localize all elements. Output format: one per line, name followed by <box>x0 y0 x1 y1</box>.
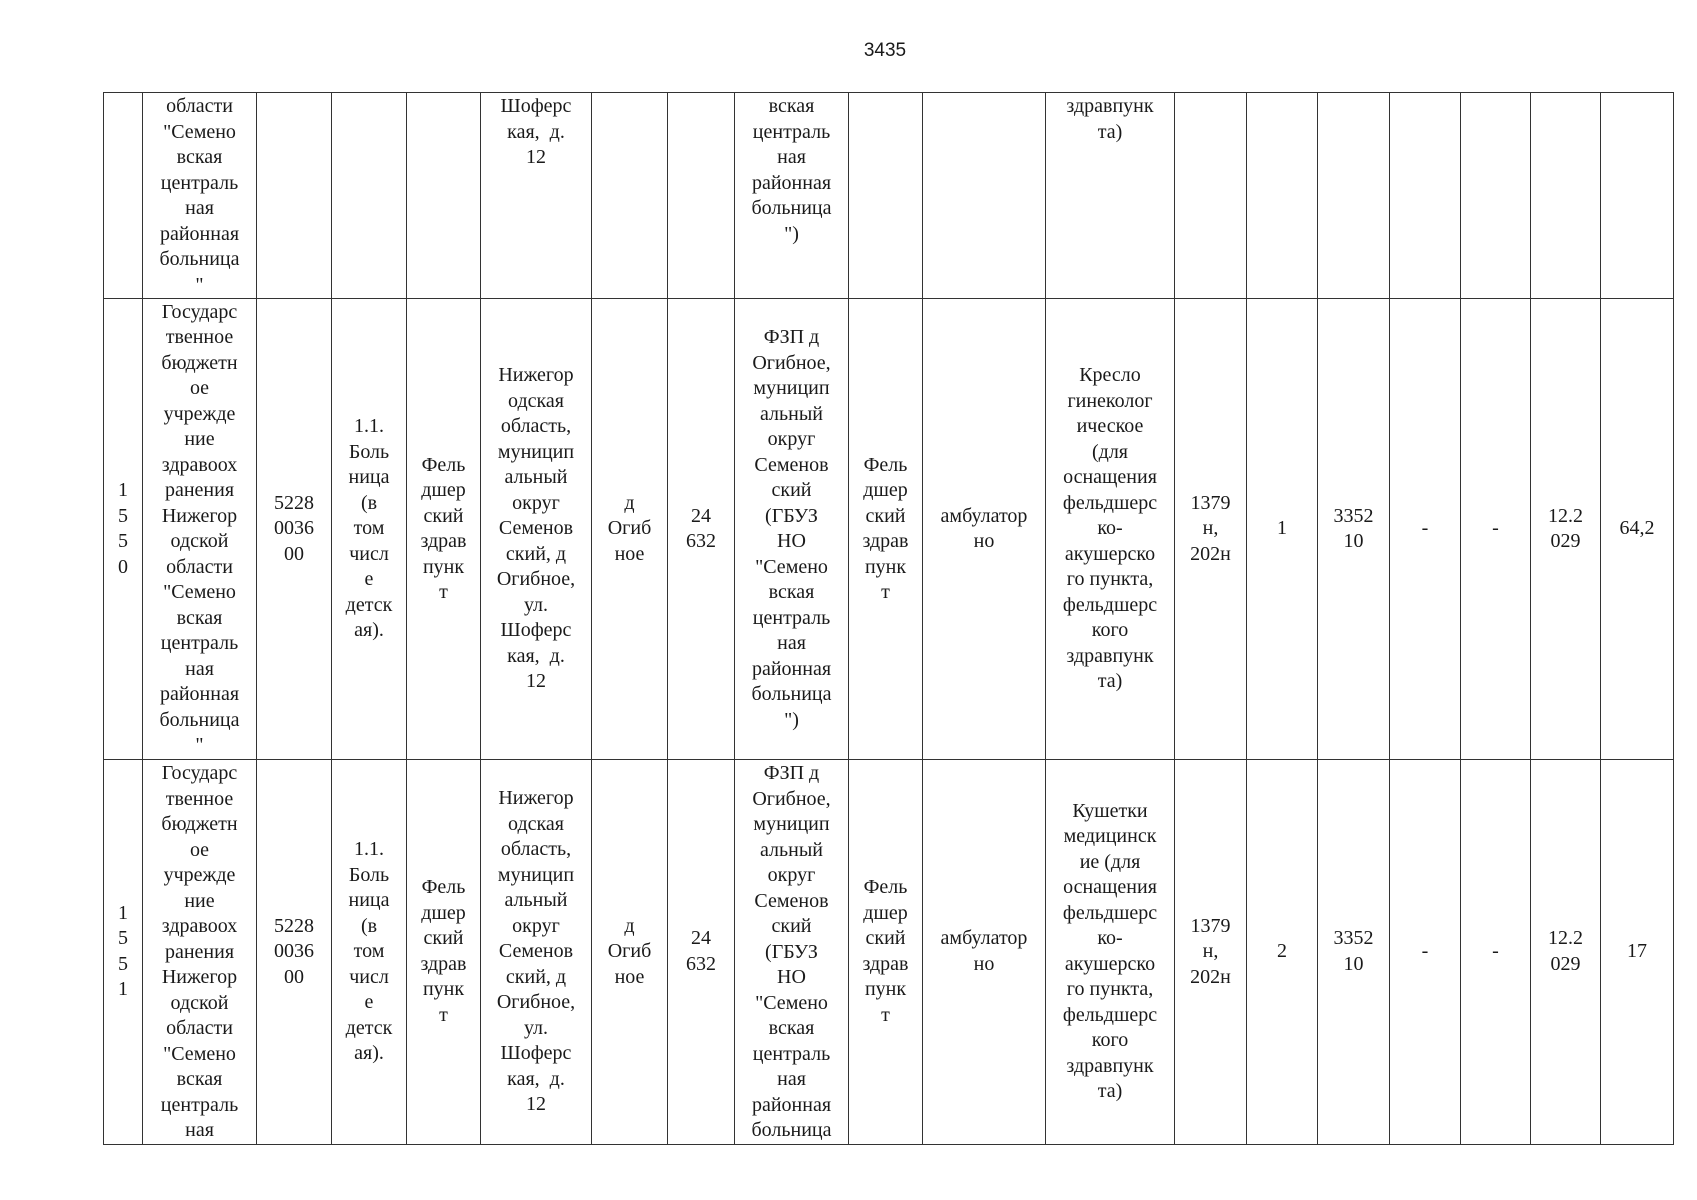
cell-text-line: централь <box>752 606 831 629</box>
cell-text-line: 029 <box>1550 952 1581 975</box>
cell-text-line: централь <box>160 171 239 194</box>
cell-text-line: бюджетн <box>161 351 238 374</box>
cell-text-line: 1379 <box>1190 914 1231 937</box>
cell-text-line: НО <box>777 530 806 552</box>
cell-text-line: 10 <box>1343 952 1364 975</box>
cell-text-line: "Семено <box>163 581 236 603</box>
cell-text-line: кая, д. <box>507 120 565 143</box>
cell-text-line: районная <box>159 222 240 245</box>
cell-text-line: ная <box>777 1068 806 1090</box>
cell-text-line: одская <box>508 389 564 412</box>
cell-text-line: ФЗП д <box>763 762 820 784</box>
cell-text-line: альный <box>504 466 568 489</box>
cell-text-line: Семенов <box>754 889 829 912</box>
cell-text-line: дшер <box>421 479 466 501</box>
cell-text-line: фельдшерс <box>1062 593 1158 616</box>
cell-text-line: область, <box>500 838 572 860</box>
cell-text-line: ие (для <box>1079 850 1141 873</box>
cell-text-line: районная <box>159 683 240 705</box>
cell-text-line: ко- <box>1097 927 1123 950</box>
cell-text-line: Огибное, <box>752 351 831 374</box>
cell-text-line: фельдшерс <box>1062 1003 1158 1026</box>
cell-text-line: вская <box>768 581 815 603</box>
cell-text-line: ная <box>185 1119 214 1141</box>
cell-text-line: вская <box>768 95 815 117</box>
care-type-cell <box>923 760 1046 1145</box>
cell-text-line: медицинск <box>1063 825 1157 848</box>
cell-text-line: Кушетки <box>1072 799 1148 822</box>
cell-text-line: " <box>195 273 204 296</box>
cell-text-line: но <box>973 952 995 975</box>
organization-cell <box>143 299 257 760</box>
cell-text-line: здрав <box>420 952 467 975</box>
cell-text-line: Государс <box>161 762 238 784</box>
cell-text-line: 12 <box>526 146 546 168</box>
cell-text-line: централь <box>752 120 831 143</box>
cell-text-line: ул. <box>523 593 549 616</box>
cell-text-line: д <box>624 914 635 937</box>
cell-text-line: муницип <box>753 813 830 835</box>
cell-text-line: ул. <box>523 1016 549 1039</box>
date-cell <box>1531 299 1601 760</box>
cell-text-line: ное <box>614 542 645 565</box>
cell-text-line: та) <box>1097 120 1123 143</box>
cell-text-line: т <box>881 581 890 603</box>
cell-text-line: Шоферс <box>500 95 572 117</box>
cell-text-line: округ <box>767 864 816 886</box>
cell-text-line: ница <box>348 889 390 911</box>
cell-text-line: Нижегор <box>498 364 574 387</box>
extra-cell-2: - <box>1461 760 1531 1145</box>
cell-text-line: 202н <box>1190 542 1231 565</box>
row-number-cell <box>104 299 143 760</box>
organization-cell <box>143 760 257 1145</box>
cell-text-line: числ <box>349 542 389 565</box>
cell-text-line: здрав <box>862 530 909 552</box>
cell-text-line: вская <box>768 1017 815 1039</box>
cell-text-line: ое <box>189 838 210 861</box>
cell-text-line: твенное <box>165 787 234 810</box>
cell-text-line: кого <box>1091 1029 1129 1052</box>
cell-text-line: Семенов <box>498 517 574 540</box>
cell-text-line: централь <box>160 632 239 654</box>
cell-text-line: фельдшерс <box>1062 901 1158 924</box>
cell-text-line: "Семено <box>755 991 828 1014</box>
cell-text-line: 3352 <box>1333 927 1374 950</box>
cell-text-line: 0036 <box>274 940 314 962</box>
cell-text-line: Шоферс <box>500 619 572 642</box>
care-type-cell <box>923 299 1046 760</box>
cell-text-line: Боль <box>348 440 390 463</box>
cell-text-line: здрав <box>862 952 909 975</box>
cell-text-line: ическое <box>1076 415 1144 438</box>
cell-text-line: больница <box>159 248 240 270</box>
table-row <box>104 299 1674 760</box>
cell-text-line: вская <box>176 606 223 629</box>
cell-text-line: области <box>166 95 233 117</box>
cell-text-line: бюджетн <box>161 813 238 835</box>
cell-text-line: (ГБУЗ <box>765 504 818 527</box>
quantity-cell: 1 <box>1247 299 1318 760</box>
cell-text-line: Кресло <box>1079 364 1141 387</box>
cell-text-line: Семенов <box>498 940 574 962</box>
cell-text-line: "Семено <box>755 555 828 578</box>
cell-text-line: твенное <box>165 326 234 348</box>
facility-cell <box>735 93 849 299</box>
cell-text-line: 12 <box>526 670 546 693</box>
cell-text-line: 1 <box>118 479 128 501</box>
table-row <box>104 760 1674 1145</box>
cell-text-line: учрежде <box>163 864 236 886</box>
code-cell <box>257 93 332 299</box>
cell-text-line: Огибное, <box>752 787 831 810</box>
row-number-cell <box>104 760 143 1145</box>
cell-text-line: одская <box>508 812 564 835</box>
cell-text-line: 5228 <box>274 914 314 937</box>
cell-text-line: учрежде <box>163 402 236 425</box>
cell-text-line: кая, д. <box>507 644 565 667</box>
cell-text-line: вская <box>176 146 223 168</box>
okpd-cell <box>1318 299 1390 760</box>
cell-text-line: ная <box>777 146 806 168</box>
cell-text-line: здравпунк <box>1066 1054 1154 1077</box>
facility-type-cell <box>849 93 923 299</box>
cell-text-line: больница <box>751 683 832 705</box>
cell-text-line: здрав <box>420 530 467 552</box>
cell-text-line: ский, д <box>505 965 567 988</box>
cell-text-line: том <box>353 940 385 962</box>
cell-text-line: акушерско <box>1064 542 1156 565</box>
cell-text-line: Фель <box>421 876 466 899</box>
cell-text-line: округ <box>767 428 816 450</box>
cell-text-line: ский, д <box>505 542 567 565</box>
cell-text-line: районная <box>751 657 832 680</box>
table-row <box>104 93 1674 299</box>
order-cell <box>1175 93 1247 299</box>
cell-text-line: амбулатор <box>940 504 1028 527</box>
cell-text-line: го пункта, <box>1066 568 1154 591</box>
cell-text-line: Огибное, <box>496 568 576 591</box>
cell-text-line: гинеколог <box>1067 389 1153 412</box>
extra-cell-1: - <box>1390 760 1461 1145</box>
cell-text-line: ранения <box>164 940 235 963</box>
cell-text-line: пунк <box>864 978 907 1001</box>
cell-text-line: ский <box>865 504 906 527</box>
cell-text-line: ние <box>184 889 215 912</box>
cell-text-line: область, <box>500 415 572 438</box>
cell-text-line: ое <box>189 377 210 399</box>
address-cell <box>481 299 592 760</box>
order-cell <box>1175 299 1247 760</box>
cell-text-line: том <box>353 517 385 540</box>
code-cell <box>257 299 332 760</box>
cell-text-line: области <box>166 555 233 578</box>
facility-type-cell <box>849 760 923 1145</box>
cell-text-line: ский <box>771 915 812 937</box>
cell-text-line: больница <box>159 708 240 731</box>
cell-text-line: но <box>973 530 995 552</box>
equipment-cell <box>1046 299 1175 760</box>
extra-cell-2 <box>1461 93 1531 299</box>
cell-text-line: Огиб <box>607 517 652 540</box>
cell-text-line: муницип <box>497 440 575 463</box>
cell-text-line: детск <box>345 1016 393 1039</box>
cell-text-line: 00 <box>284 965 304 988</box>
cell-text-line: ко- <box>1097 517 1123 540</box>
oktmo-cell <box>668 299 735 760</box>
cell-text-line: альный <box>760 402 823 425</box>
cell-text-line: (ГБУЗ <box>765 940 818 963</box>
cell-text-line: здравоох <box>161 453 238 476</box>
cell-text-line: муницип <box>497 863 575 886</box>
order-cell <box>1175 760 1247 1145</box>
amount-cell: 17 <box>1601 760 1674 1145</box>
cell-text-line: здравпунк <box>1066 95 1154 117</box>
cell-text-line: Фель <box>421 453 466 476</box>
row-number-cell <box>104 93 143 299</box>
cell-text-line: фельдшерс <box>1062 491 1158 514</box>
cell-text-line: Семенов <box>754 453 829 476</box>
okpd-cell <box>1318 760 1390 1145</box>
cell-text-line: ") <box>784 708 799 731</box>
cell-text-line: 1 <box>118 901 128 924</box>
cell-text-line: Огиб <box>607 940 652 962</box>
cell-text-line: 0036 <box>274 517 314 540</box>
cell-text-line: Нижегор <box>498 787 574 809</box>
cell-text-line: д <box>624 491 635 514</box>
date-cell <box>1531 93 1601 299</box>
cell-text-line: 632 <box>686 952 716 975</box>
extra-cell-1: - <box>1390 299 1461 760</box>
cell-text-line: одской <box>170 991 229 1014</box>
cell-text-line: ная <box>185 657 214 680</box>
cell-text-line: централь <box>752 1042 831 1065</box>
cell-text-line: 10 <box>1343 530 1364 552</box>
category-cell <box>332 299 407 760</box>
cell-text-line: оснащения <box>1063 466 1157 489</box>
cell-text-line: 029 <box>1550 530 1581 552</box>
cell-text-line: альный <box>760 838 823 861</box>
address-cell <box>481 93 592 299</box>
cell-text-line: 00 <box>284 542 304 565</box>
cell-text-line: "Семено <box>163 1042 236 1065</box>
subtype-cell <box>407 299 481 760</box>
cell-text-line: районная <box>751 1093 832 1116</box>
cell-text-line: ФЗП д <box>763 326 820 348</box>
locality-cell <box>592 299 668 760</box>
cell-text-line: НО <box>777 966 806 988</box>
cell-text-line: " <box>195 734 204 756</box>
cell-text-line: пунк <box>422 978 465 1001</box>
cell-text-line: амбулатор <box>940 927 1028 950</box>
cell-text-line: здравоох <box>161 915 238 937</box>
cell-text-line: ") <box>784 222 799 245</box>
cell-text-line: е <box>364 991 374 1013</box>
cell-text-line: ница <box>348 466 390 489</box>
cell-text-line: районная <box>751 171 832 194</box>
quantity-cell: 2 <box>1247 760 1318 1145</box>
cell-text-line: 5 <box>118 530 128 552</box>
cell-text-line: округ <box>512 491 560 514</box>
cell-text-line: ая). <box>354 619 384 642</box>
date-cell <box>1531 760 1601 1145</box>
cell-text-line: ский <box>423 927 464 950</box>
amount-cell: 64,2 <box>1601 299 1674 760</box>
cell-text-line: области <box>166 1017 233 1039</box>
cell-text-line: одской <box>170 530 229 552</box>
cell-text-line: ский <box>771 479 812 501</box>
facility-type-cell <box>849 299 923 760</box>
cell-text-line: Фель <box>863 876 908 899</box>
cell-text-line: та) <box>1097 1080 1123 1103</box>
cell-text-line: детск <box>345 593 393 616</box>
cell-text-line: ние <box>184 428 215 450</box>
cell-text-line: акушерско <box>1064 952 1156 975</box>
cell-text-line: дшер <box>863 479 908 501</box>
cell-text-line: альный <box>504 889 568 911</box>
cell-text-line: "Семено <box>163 120 236 143</box>
cell-text-line: 12 <box>526 1093 546 1115</box>
oktmo-cell <box>668 93 735 299</box>
cell-text-line: 0 <box>118 555 128 578</box>
cell-text-line: 5228 <box>274 491 314 514</box>
cell-text-line: вская <box>176 1068 223 1090</box>
cell-text-line: пунк <box>864 555 907 578</box>
cell-text-line: пунк <box>422 555 465 578</box>
cell-text-line: ранения <box>164 479 235 501</box>
cell-text-line: здравпунк <box>1066 644 1154 667</box>
care-type-cell <box>923 93 1046 299</box>
page-number: 3435 <box>863 40 907 61</box>
cell-text-line: Фель <box>863 453 908 476</box>
cell-text-line: Боль <box>348 863 390 886</box>
cell-text-line: 632 <box>686 530 716 552</box>
cell-text-line: ная <box>185 197 214 219</box>
cell-text-line: го пункта, <box>1066 978 1154 1001</box>
equipment-cell <box>1046 760 1175 1145</box>
cell-text-line: 1379 <box>1190 491 1231 514</box>
cell-text-line: т <box>439 581 448 603</box>
cell-text-line: кая, д. <box>507 1067 565 1090</box>
cell-text-line: (в <box>360 491 378 514</box>
cell-text-line: (в <box>360 914 378 937</box>
quantity-cell <box>1247 93 1318 299</box>
cell-text-line: оснащения <box>1063 876 1157 899</box>
cell-text-line: т <box>439 1003 448 1026</box>
cell-text-line: т <box>881 1003 890 1026</box>
category-cell <box>332 93 407 299</box>
equipment-table <box>103 92 1674 1145</box>
cell-text-line: больница <box>751 197 832 219</box>
cell-text-line: (для <box>1091 440 1128 463</box>
cell-text-line: больница <box>751 1119 832 1141</box>
extra-cell-1 <box>1390 93 1461 299</box>
cell-text-line: Государс <box>161 300 238 323</box>
facility-cell <box>735 760 849 1145</box>
cell-text-line: 1 <box>118 978 128 1001</box>
cell-text-line: 3352 <box>1333 504 1374 527</box>
equipment-cell <box>1046 93 1175 299</box>
cell-text-line: Нижегор <box>161 504 238 527</box>
facility-cell <box>735 299 849 760</box>
cell-text-line: 12.2 <box>1548 927 1583 950</box>
okpd-cell <box>1318 93 1390 299</box>
cell-text-line: Шоферс <box>500 1042 572 1064</box>
cell-text-line: е <box>364 568 374 591</box>
address-cell <box>481 760 592 1145</box>
cell-text-line: 1.1. <box>354 415 384 438</box>
cell-text-line: 202н <box>1190 965 1231 988</box>
cell-text-line: кого <box>1091 619 1129 642</box>
amount-cell <box>1601 93 1674 299</box>
oktmo-cell <box>668 760 735 1145</box>
cell-text-line: 12.2 <box>1548 504 1583 527</box>
subtype-cell <box>407 760 481 1145</box>
cell-text-line: Нижегор <box>161 966 238 988</box>
cell-text-line: муницип <box>753 377 830 399</box>
cell-text-line: н, <box>1202 940 1219 962</box>
cell-text-line: ский <box>865 927 906 950</box>
cell-text-line: дшер <box>421 901 466 924</box>
cell-text-line: ский <box>423 504 464 527</box>
subtype-cell <box>407 93 481 299</box>
cell-text-line: ное <box>614 965 645 988</box>
cell-text-line: 1.1. <box>354 838 384 860</box>
cell-text-line: 5 <box>118 504 128 527</box>
organization-cell <box>143 93 257 299</box>
cell-text-line: 24 <box>691 927 711 950</box>
cell-text-line: ая). <box>354 1042 384 1064</box>
cell-text-line: дшер <box>863 901 908 924</box>
cell-text-line: округ <box>512 914 560 937</box>
extra-cell-2: - <box>1461 299 1531 760</box>
code-cell <box>257 760 332 1145</box>
category-cell <box>332 760 407 1145</box>
cell-text-line: централь <box>160 1093 239 1116</box>
cell-text-line: 5 <box>118 952 128 975</box>
cell-text-line: числ <box>349 965 389 988</box>
locality-cell <box>592 760 668 1145</box>
locality-cell <box>592 93 668 299</box>
cell-text-line: ная <box>777 632 806 654</box>
cell-text-line: 5 <box>118 927 128 950</box>
cell-text-line: Огибное, <box>496 991 576 1013</box>
cell-text-line: н, <box>1202 517 1219 540</box>
cell-text-line: 24 <box>691 504 711 527</box>
cell-text-line: та) <box>1097 670 1123 693</box>
